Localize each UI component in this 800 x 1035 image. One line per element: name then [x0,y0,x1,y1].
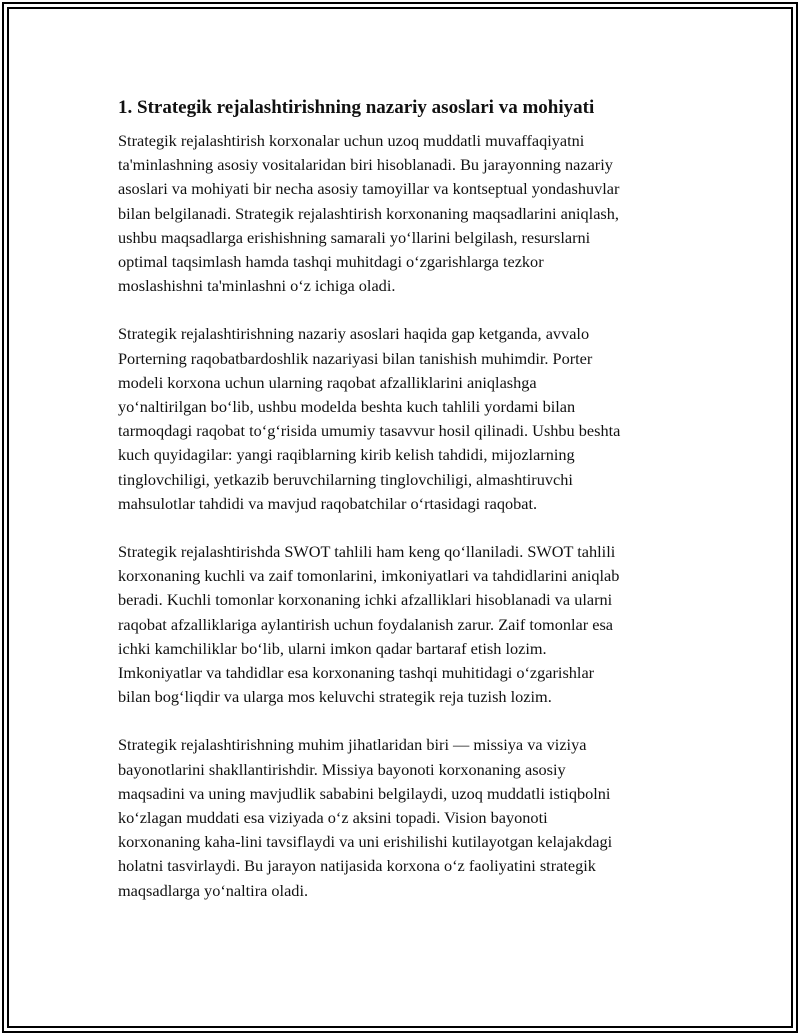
paragraph-line: Porterning raqobatbardoshlik nazariyasi bilan tanishish muhimdir. Porter [118,348,593,368]
paragraph-line: Imkoniyatlar va tahdidlar esa korxonaning tashqi muhitidagi o‘zgarishlar [118,663,595,683]
paragraph-line: ushbu maqsadlarga erishishning samarali yo‘llarini belgilash, resurslarni [118,227,591,247]
paragraph-line: tinglovchiligi, yetkazib beruvchilarning tinglovchiligi, almashtiruvchi [118,469,573,489]
paragraph-line: yo‘naltirilgan bo‘lib, ushbu modelda beshta kuch tahlili yordami bilan [118,397,576,417]
paragraph-line: maqsadlarga yo‘naltira oladi. [118,880,309,900]
paragraph-line: korxonaning kuchli va zaif tomonlarini, imkoniyatlari va tahdidlarini aniqlab [118,566,620,586]
paragraph [118,322,688,516]
paragraph-line: ko‘zlagan muddati esa viziyada o‘z aksini topadi. Vision bayonoti [118,808,548,828]
paragraph-line: modeli korxona uchun ularning raqobat afzalliklarini aniqlashga [118,372,537,392]
paragraph-line: bilan bog‘liqdir va ularga mos keluvchi strategik reja tuzish lozim. [118,687,552,707]
paragraph-line: Strategik rejalashtirishda SWOT tahlili ham keng qo‘llaniladi. SWOT tahlili [118,542,616,562]
paragraph [118,733,688,902]
paragraph-line: asoslari va mohiyati bir necha asosiy tamoyillar va kontseptual yondashuvlar [118,179,620,199]
section-heading: 1. Strategik rejalashtirishning nazariy asoslari va mohiyati [118,97,595,118]
paragraph-line: Strategik rejalashtirish korxonalar uchun uzoq muddatli muvaffaqiyatni [118,131,585,150]
paragraph-line: ichki kamchiliklar bo‘lib, ularni imkon qadar bartaraf etish lozim. [118,638,547,658]
paragraph-line: maqsadini va uning mavjudlik sababini belgilaydi, uzoq muddatli istiqbolni [118,783,611,803]
paragraph-line: raqobat afzalliklariga aylantirish uchun foydalanish zarur. Zaif tomonlar esa [118,614,614,634]
paragraph-line: bayonotlarini shakllantirishdir. Missiya bayonoti korxonaning asosiy [118,759,566,779]
paragraph-line: mahsulotlar tahdidi va mavjud raqobatchilar o‘rtasidagi raqobat. [118,493,538,513]
paragraph [118,129,688,298]
paragraph-line: moslashishni ta'minlashni o‘z ichiga oladi. [118,276,396,296]
paragraph-line: beradi. Kuchli tomonlar korxonaning ichki afzalliklari hisoblanadi va ularni [118,590,613,610]
paragraph-line: tarmoqdagi raqobat to‘g‘risida umumiy tasavvur hosil qilinadi. Ushbu beshta [118,421,621,441]
paragraph-line: Strategik rejalashtirishning nazariy asoslari haqida gap ketganda, avvalo [118,324,590,344]
paragraph-line: korxonaning kaha-lini tavsiflaydi va uni erishilishi kutilayotgan kelajakdagi [118,832,613,852]
paragraph [118,540,688,709]
paragraph-line: ta'minlashning asosiy vositalaridan biri hisoblanadi. Bu jarayonning nazariy [118,155,613,175]
paragraph-line: kuch quyidagilar: yangi raqiblarning kirib kelish tahdidi, mijozlarning [118,445,575,465]
document-body [118,96,688,927]
paragraph-line: bilan belgilanadi. Strategik rejalashtirish korxonaning maqsadlarini aniqlash, [118,203,619,223]
paragraph-line: Strategik rejalashtirishning muhim jihatlaridan biri — missiya va viziya [118,735,587,755]
paragraph-list [118,129,688,903]
paragraph-line: optimal taqsimlash hamda tashqi muhitdagi o‘zgarishlarga tezkor [118,252,544,272]
paragraph-line: holatni tasvirlaydi. Bu jarayon natijasida korxona o‘z faoliyatini strategik [118,856,596,876]
